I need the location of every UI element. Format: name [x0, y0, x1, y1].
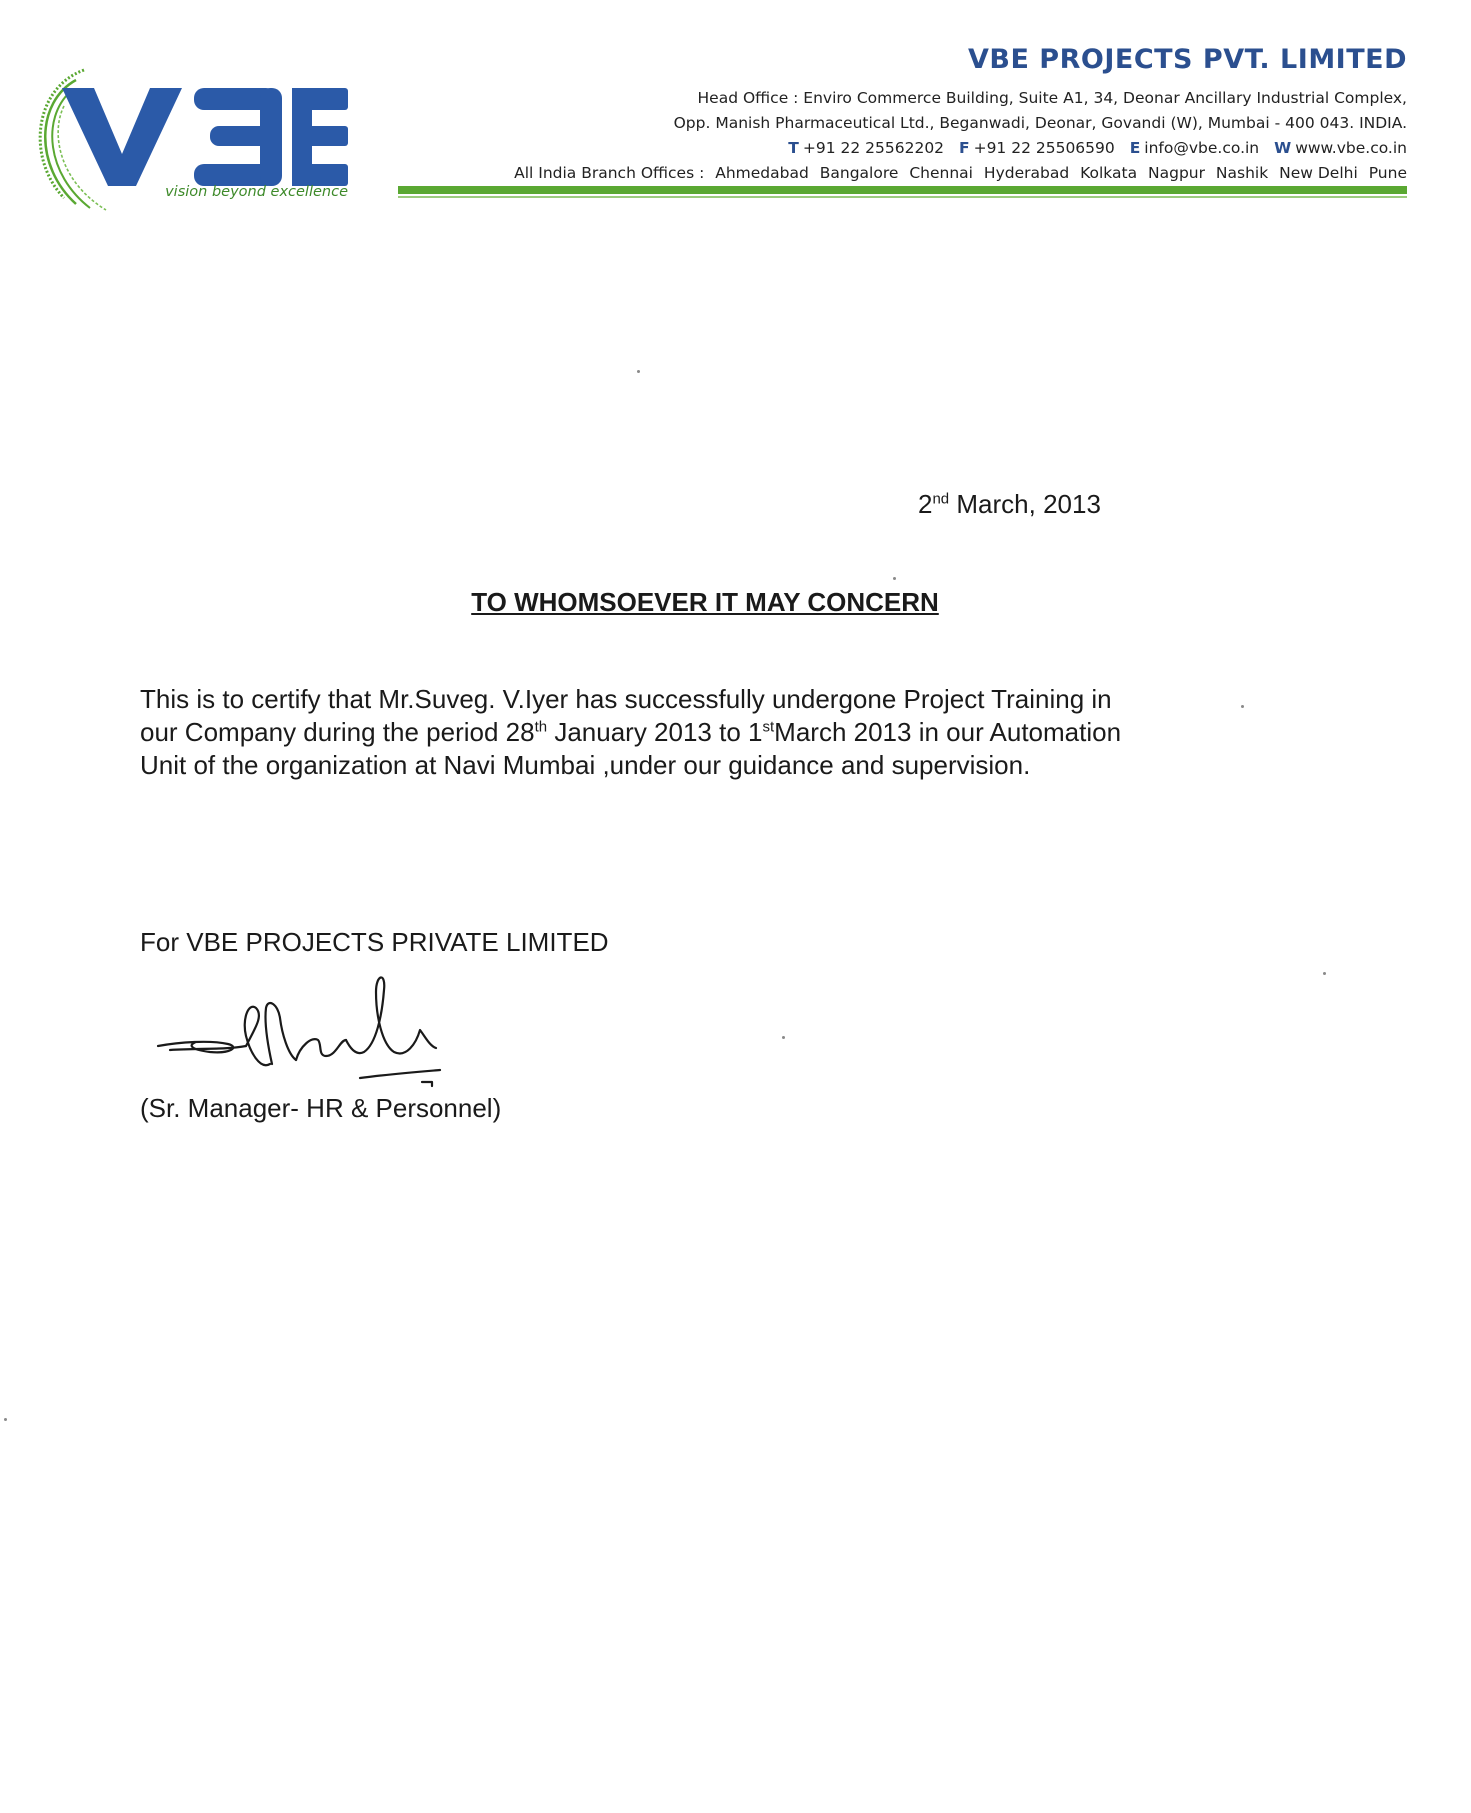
- ordinal-suffix: th: [534, 718, 548, 736]
- body-line-2-part-c: March 2013 in our Automation: [774, 717, 1122, 747]
- branch-label: All India Branch Offices :: [514, 164, 705, 182]
- branch-city: Kolkata: [1080, 164, 1138, 182]
- branch-city: Bangalore: [819, 164, 899, 182]
- address-line-2: Opp. Manish Pharmaceutical Ltd., Beganwadi, Deonar, Govandi (W), Mumbai - 400 043. INDIA.: [673, 114, 1407, 132]
- scan-speck: [4, 1418, 7, 1421]
- date-day: 2: [918, 489, 933, 519]
- signature: [150, 960, 490, 1090]
- scan-speck: [1241, 705, 1244, 708]
- letter-body: [140, 683, 1260, 782]
- website: www.vbe.co.in: [1295, 139, 1407, 157]
- branch-city: Pune: [1368, 164, 1407, 182]
- scan-speck: [1323, 972, 1326, 975]
- branch-city: Hyderabad: [983, 164, 1070, 182]
- branch-city: Nagpur: [1148, 164, 1205, 182]
- logo-tagline: vision beyond excellence: [165, 184, 348, 200]
- fax-label: F: [958, 139, 970, 157]
- address-line-1: Head Office : Enviro Commerce Building, Suite A1, 34, Deonar Ancillary Industrial Complex,: [697, 89, 1407, 107]
- letterhead-divider: [398, 186, 1407, 194]
- branch-city: Nashik: [1215, 164, 1269, 182]
- body-line-2: [140, 716, 1260, 749]
- scan-speck: [782, 1036, 785, 1039]
- date-rest: March, 2013: [949, 489, 1101, 519]
- contact-line: [427, 136, 1407, 161]
- branch-city: New Delhi: [1279, 164, 1358, 182]
- body-line-2-part-a: our Company during the period 28: [140, 717, 535, 747]
- body-line-2-part-b: January 2013 to 1: [547, 717, 763, 747]
- body-line-1: This is to certify that Mr.Suveg. V.Iyer has successfully undergone Project Training in: [140, 684, 1112, 714]
- closing-line: For VBE PROJECTS PRIVATE LIMITED: [140, 927, 609, 957]
- company-name: VBE PROJECTS PVT. LIMITED: [967, 44, 1407, 75]
- scan-speck: [893, 577, 896, 580]
- letter-subject: TO WHOMSOEVER IT MAY CONCERN: [471, 587, 939, 617]
- branch-city: Chennai: [909, 164, 973, 182]
- scan-speck: [637, 370, 640, 373]
- ordinal-suffix: st: [762, 718, 775, 736]
- letter-date: [918, 488, 1101, 520]
- company-logo: [24, 58, 384, 228]
- email-label: E: [1129, 139, 1141, 157]
- body-line-3: Unit of the organization at Navi Mumbai ,under our guidance and supervision.: [140, 750, 1031, 780]
- branch-city: Ahmedabad: [715, 164, 809, 182]
- letterhead-divider-thin: [398, 196, 1407, 198]
- phone-label: T: [788, 139, 799, 157]
- phone-number: +91 22 25562202: [802, 139, 945, 157]
- signatory-designation: (Sr. Manager- HR & Personnel): [140, 1093, 502, 1123]
- branch-offices: [427, 161, 1407, 186]
- letterhead-info: [427, 44, 1407, 186]
- email-address: info@vbe.co.in: [1144, 139, 1260, 157]
- date-suffix: nd: [932, 490, 950, 508]
- fax-number: +91 22 25506590: [973, 139, 1115, 157]
- web-label: W: [1274, 139, 1292, 157]
